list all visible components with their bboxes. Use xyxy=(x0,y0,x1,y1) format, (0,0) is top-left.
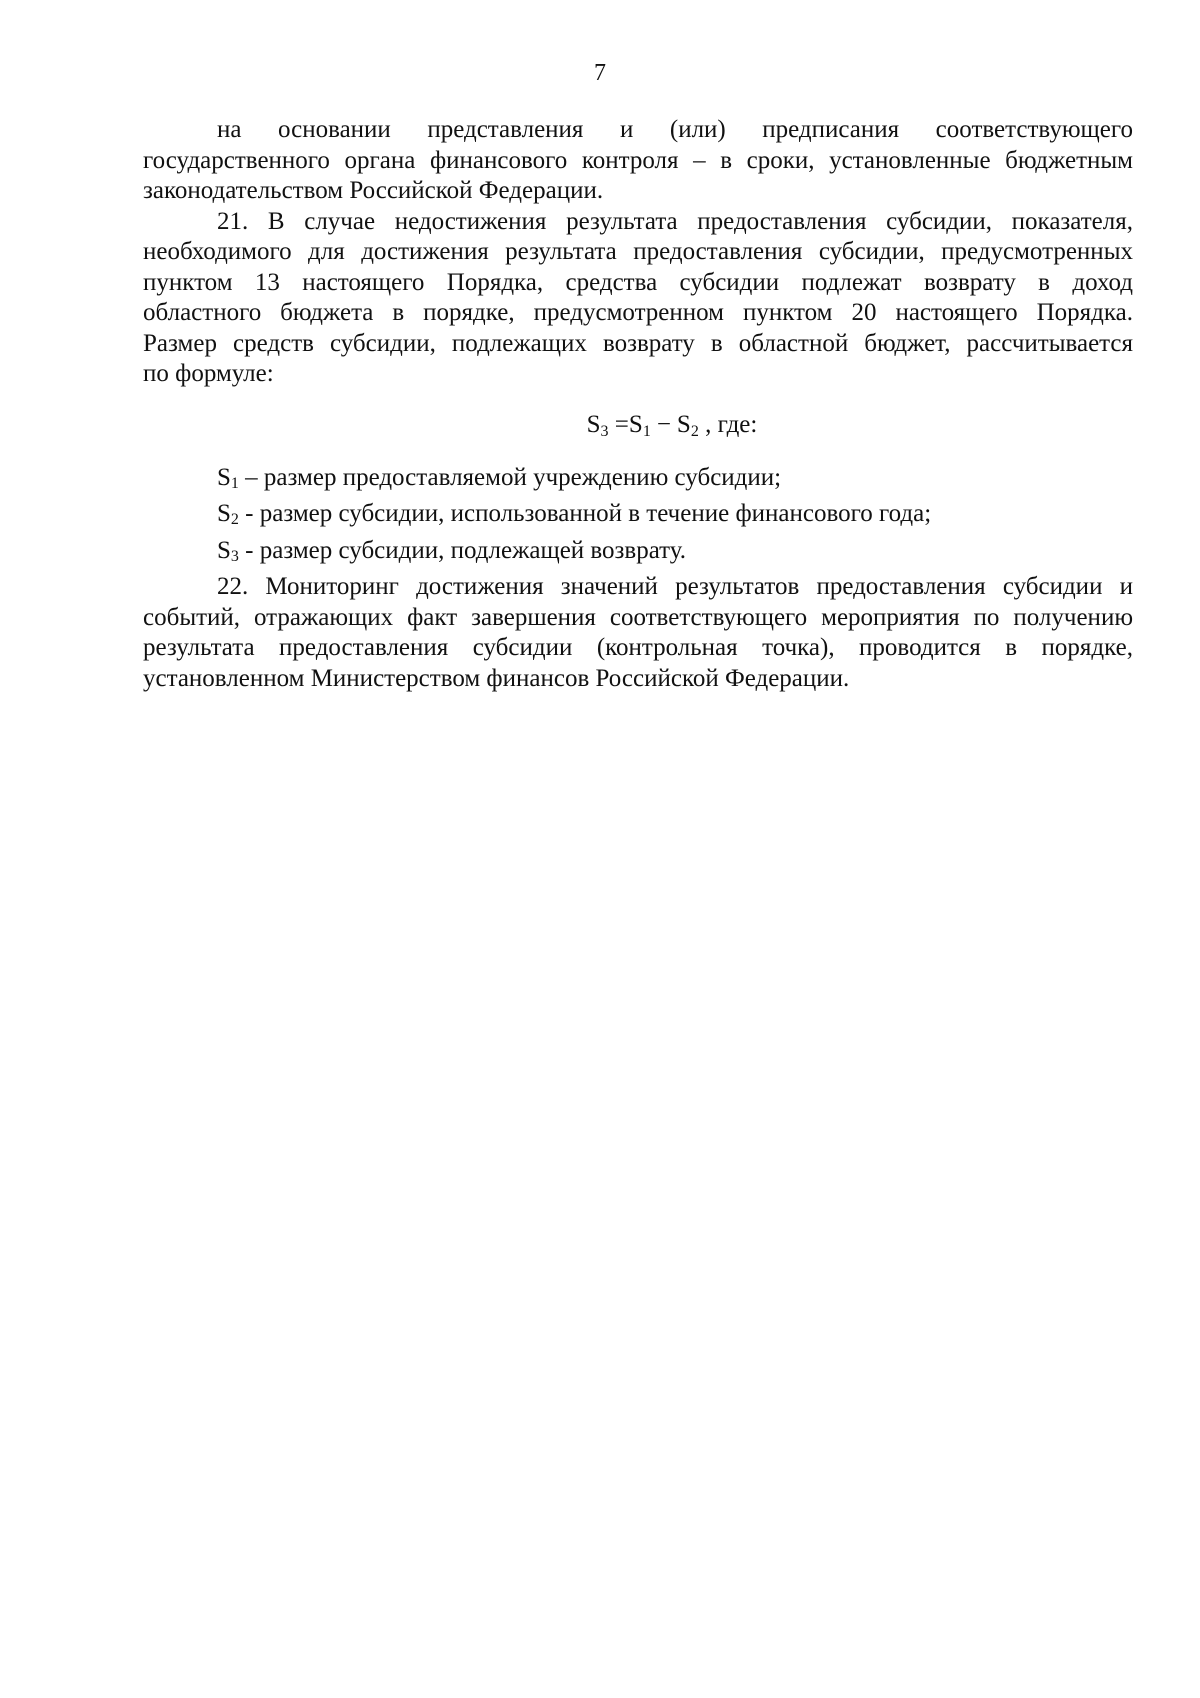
text-line: законодательством Российской Федерации. xyxy=(143,177,604,204)
definition-s1: $S_1$ – размер предоставляемой учреждению субсидии; xyxy=(217,463,782,492)
formula-s3: $S_3$ xyxy=(586,410,609,440)
definition-s3: $S_3$ - размер субсидии, подлежащей возврату. xyxy=(217,536,687,565)
text-line: событий, отражающих факт завершения соответствующего мероприятия по получению xyxy=(143,603,1133,631)
text-line: результата предоставления субсидии (контрольная точка), проводится в порядке, xyxy=(143,634,1133,661)
text-line: установленном Министерством финансов Российской Федерации. xyxy=(143,664,850,692)
formula-s1: $S_1$ xyxy=(628,410,651,440)
formula-s2: $S_2$ xyxy=(676,410,699,440)
text-line: необходимого для достижения результата предоставления субсидии, предусмотренных xyxy=(143,238,1133,265)
text-line: 22. Мониторинг достижения значений результатов предоставления субсидии и xyxy=(217,573,1133,600)
page-number: 7 xyxy=(594,60,606,86)
text-line: 21. В случае недостижения результата предоставления субсидии, показателя, xyxy=(217,207,1133,235)
document-body xyxy=(143,115,1133,694)
text-line: пунктом 13 настоящего Порядка, средства субсидии подлежат возврату в доход xyxy=(143,268,1133,296)
formula-tail: , где: xyxy=(705,410,758,438)
paragraph-continuation xyxy=(143,115,1133,207)
text-line: государственного органа финансового контроля – в сроки, установленные бюджетным xyxy=(143,146,1133,174)
definition-s2: $S_2$ - размер субсидии, использованной в течение финансового года; xyxy=(217,500,932,528)
formula xyxy=(143,408,1133,449)
formula-minus: − xyxy=(656,410,671,438)
text-line: областного бюджета в порядке, предусмотренном пунктом 20 настоящего Порядка. xyxy=(143,299,1133,326)
text-line: Размер средств субсидии, подлежащих возврату в областной бюджет, рассчитывается xyxy=(143,329,1133,357)
text-line: по формуле: xyxy=(143,360,274,387)
text-line: на основании представления и (или) предписания соответствующего xyxy=(217,116,1133,143)
paragraph-22 xyxy=(143,572,1133,694)
formula-equals: = xyxy=(614,410,629,438)
paragraph-21 xyxy=(143,207,1133,390)
definitions-list xyxy=(143,463,1133,573)
